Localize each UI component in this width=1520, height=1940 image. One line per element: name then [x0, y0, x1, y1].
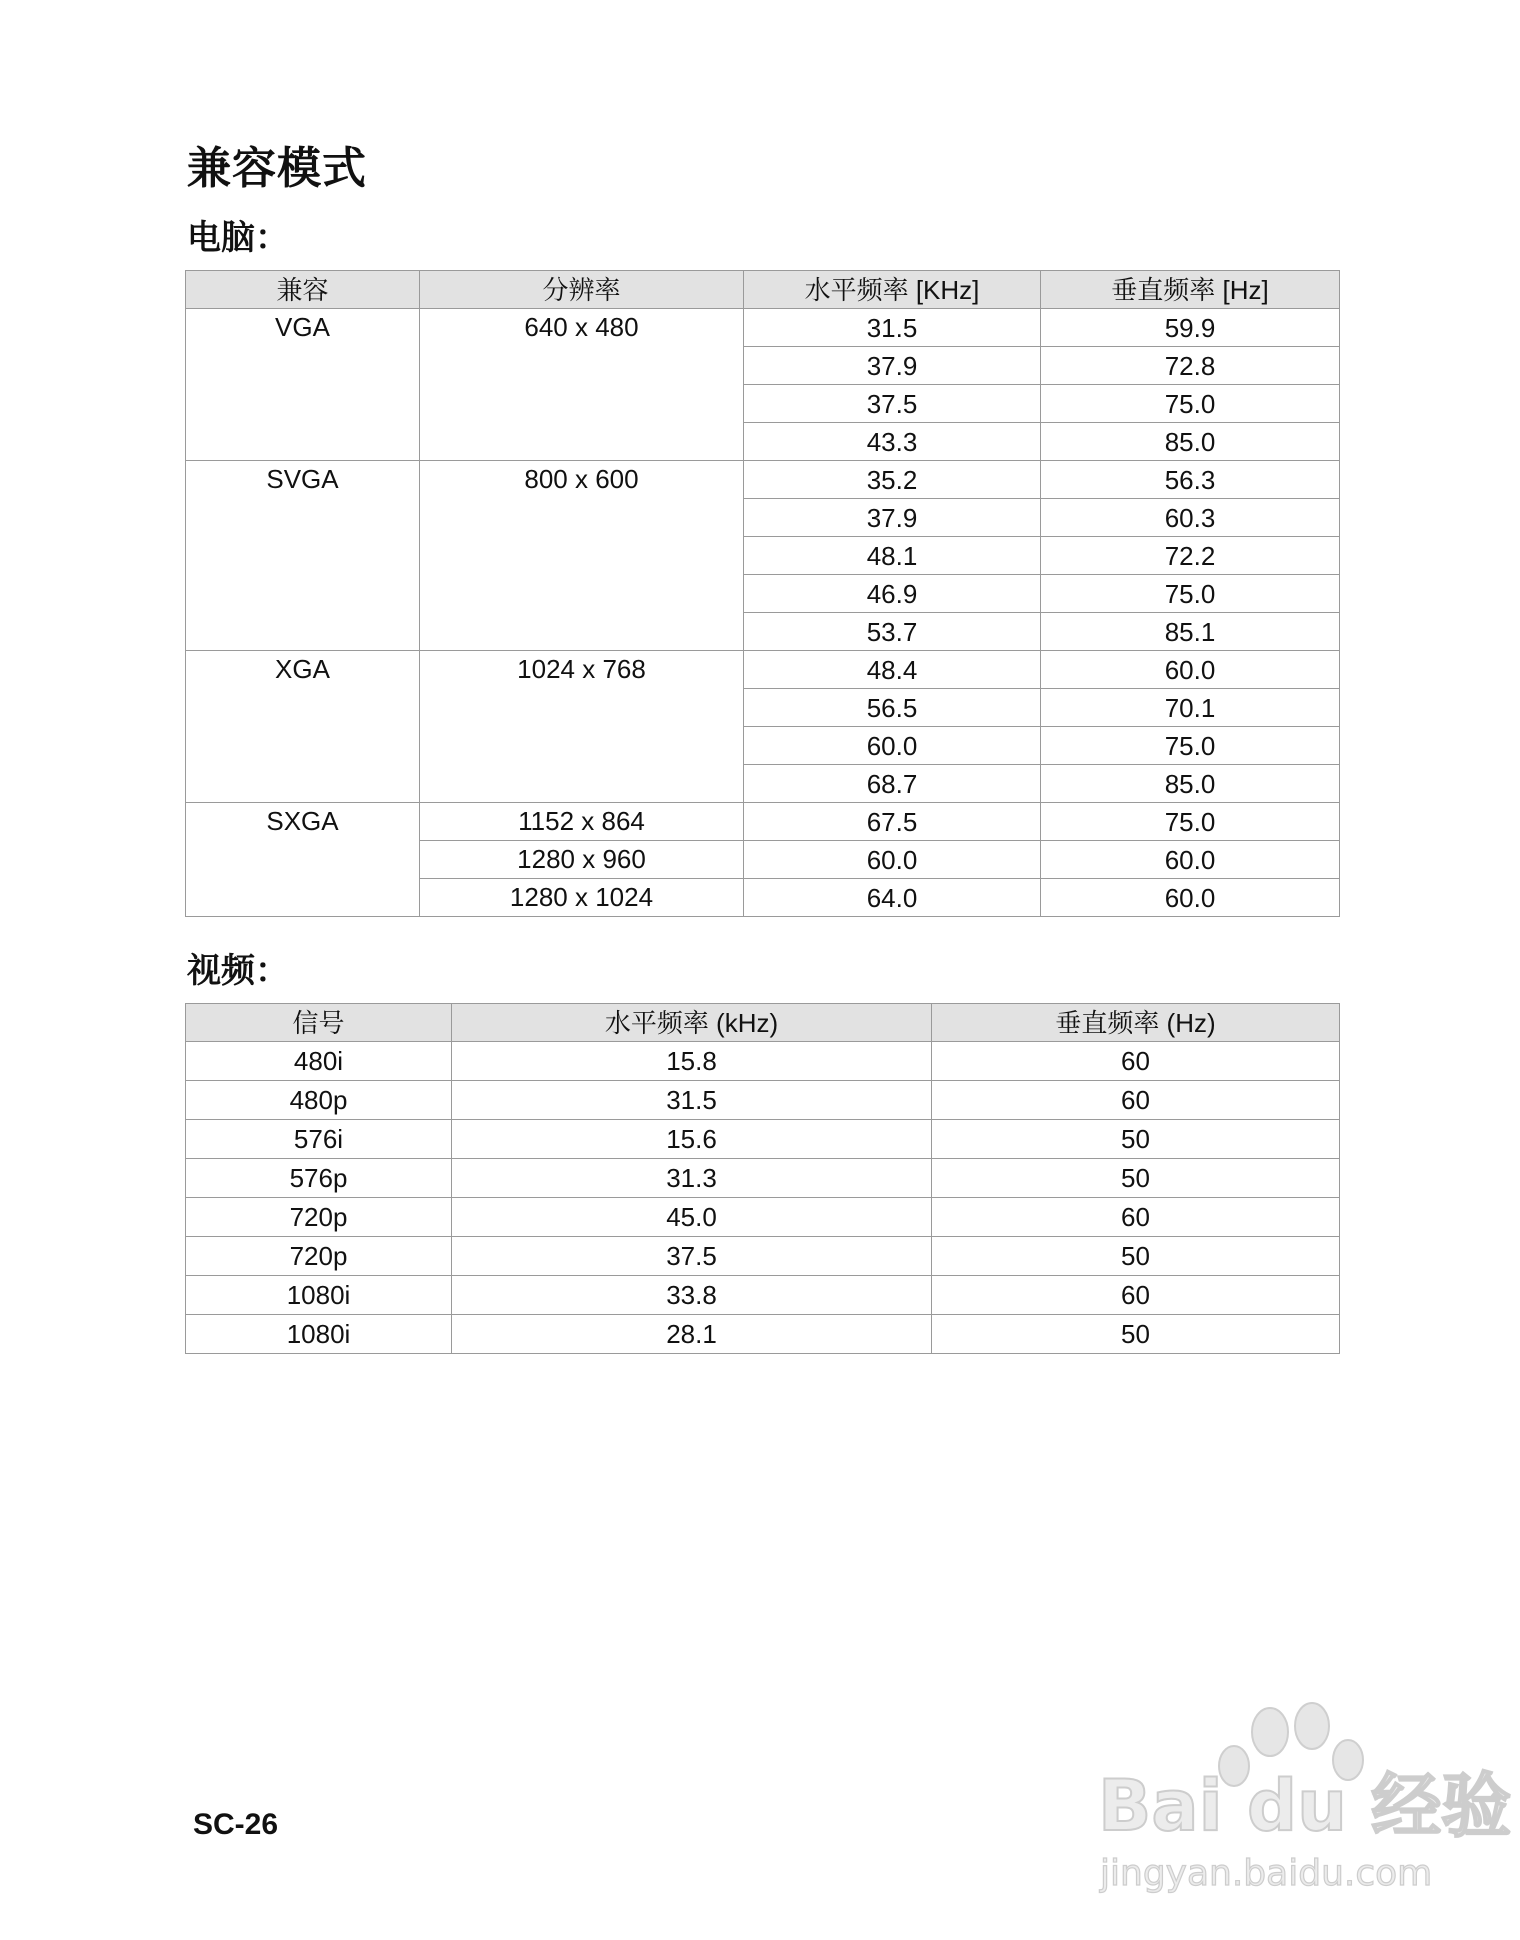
- vertical-frequency-cell: 60.0: [1041, 841, 1340, 879]
- column-header-vertical-frequency: 垂直频率 [Hz]: [1041, 271, 1340, 309]
- signal-cell: 1080i: [186, 1276, 452, 1315]
- vertical-frequency-cell: 60: [932, 1081, 1340, 1120]
- signal-cell: 720p: [186, 1237, 452, 1276]
- vertical-frequency-cell: 60.0: [1041, 879, 1340, 917]
- vertical-frequency-cell: 60: [932, 1198, 1340, 1237]
- vertical-frequency-cell: 75.0: [1041, 803, 1340, 841]
- vertical-frequency-cell: 85.0: [1041, 423, 1340, 461]
- page-number: SC-26: [193, 1808, 279, 1841]
- vertical-frequency-cell: 60.0: [1041, 651, 1340, 689]
- baidu-jingyan-watermark: [1080, 1700, 1512, 1900]
- table-row: [186, 1237, 1340, 1276]
- table-header-row: [186, 271, 1340, 309]
- horizontal-frequency-cell: 60.0: [744, 841, 1041, 879]
- table-header-row: [186, 1004, 1340, 1042]
- page-title: 兼容模式: [187, 143, 367, 194]
- table-row: [186, 461, 1340, 499]
- table-row: [186, 1198, 1340, 1237]
- horizontal-frequency-cell: 60.0: [744, 727, 1041, 765]
- horizontal-frequency-cell: 15.6: [452, 1120, 932, 1159]
- table-row: [186, 1315, 1340, 1354]
- column-header-horizontal-frequency: 水平频率 (kHz): [452, 1004, 932, 1042]
- column-header-resolution: 分辨率: [420, 271, 744, 309]
- vertical-frequency-cell: 50: [932, 1315, 1340, 1354]
- signal-cell: 720p: [186, 1198, 452, 1237]
- horizontal-frequency-cell: 31.5: [452, 1081, 932, 1120]
- vertical-frequency-cell: 75.0: [1041, 385, 1340, 423]
- horizontal-frequency-cell: 46.9: [744, 575, 1041, 613]
- horizontal-frequency-cell: 45.0: [452, 1198, 932, 1237]
- table-row: [186, 651, 1340, 689]
- table-row: [186, 1081, 1340, 1120]
- horizontal-frequency-cell: 64.0: [744, 879, 1041, 917]
- resolution-cell: 800 x 600: [420, 461, 744, 651]
- resolution-cell: 1280 x 960: [420, 841, 744, 879]
- horizontal-frequency-cell: 28.1: [452, 1315, 932, 1354]
- horizontal-frequency-cell: 48.1: [744, 537, 1041, 575]
- table-row: [186, 803, 1340, 841]
- vertical-frequency-cell: 60: [932, 1042, 1340, 1081]
- horizontal-frequency-cell: 37.5: [744, 385, 1041, 423]
- horizontal-frequency-cell: 68.7: [744, 765, 1041, 803]
- vertical-frequency-cell: 60.3: [1041, 499, 1340, 537]
- horizontal-frequency-cell: 37.9: [744, 499, 1041, 537]
- computer-section-heading: 电脑：: [187, 218, 289, 258]
- horizontal-frequency-cell: 48.4: [744, 651, 1041, 689]
- mode-cell: VGA: [186, 309, 420, 461]
- signal-cell: 1080i: [186, 1315, 452, 1354]
- vertical-frequency-cell: 72.2: [1041, 537, 1340, 575]
- vertical-frequency-cell: 59.9: [1041, 309, 1340, 347]
- mode-cell: SXGA: [186, 803, 420, 917]
- horizontal-frequency-cell: 31.3: [452, 1159, 932, 1198]
- resolution-cell: 1280 x 1024: [420, 879, 744, 917]
- column-header-vertical-frequency: 垂直频率 (Hz): [932, 1004, 1340, 1042]
- vertical-frequency-cell: 75.0: [1041, 727, 1340, 765]
- vertical-frequency-cell: 50: [932, 1120, 1340, 1159]
- video-signal-table: [185, 1003, 1340, 1354]
- table-row: [186, 1042, 1340, 1081]
- watermark-url-text: jingyan.baidu.com: [1100, 1853, 1433, 1894]
- table-row: [186, 1120, 1340, 1159]
- column-header-signal: 信号: [186, 1004, 452, 1042]
- signal-cell: 480i: [186, 1042, 452, 1081]
- resolution-cell: 1152 x 864: [420, 803, 744, 841]
- table-row: [186, 1276, 1340, 1315]
- video-section-heading: 视频：: [187, 951, 289, 991]
- computer-compatibility-table: [185, 270, 1340, 917]
- horizontal-frequency-cell: 56.5: [744, 689, 1041, 727]
- horizontal-frequency-cell: 67.5: [744, 803, 1041, 841]
- vertical-frequency-cell: 70.1: [1041, 689, 1340, 727]
- mode-cell: XGA: [186, 651, 420, 803]
- horizontal-frequency-cell: 33.8: [452, 1276, 932, 1315]
- vertical-frequency-cell: 72.8: [1041, 347, 1340, 385]
- horizontal-frequency-cell: 31.5: [744, 309, 1041, 347]
- table-row: [186, 309, 1340, 347]
- vertical-frequency-cell: 60: [932, 1276, 1340, 1315]
- column-header-mode: 兼容: [186, 271, 420, 309]
- vertical-frequency-cell: 50: [932, 1159, 1340, 1198]
- horizontal-frequency-cell: 37.5: [452, 1237, 932, 1276]
- horizontal-frequency-cell: 37.9: [744, 347, 1041, 385]
- mode-cell: SVGA: [186, 461, 420, 651]
- signal-cell: 576p: [186, 1159, 452, 1198]
- horizontal-frequency-cell: 15.8: [452, 1042, 932, 1081]
- horizontal-frequency-cell: 43.3: [744, 423, 1041, 461]
- table-row: [186, 1159, 1340, 1198]
- signal-cell: 480p: [186, 1081, 452, 1120]
- horizontal-frequency-cell: 35.2: [744, 461, 1041, 499]
- resolution-cell: 640 x 480: [420, 309, 744, 461]
- horizontal-frequency-cell: 53.7: [744, 613, 1041, 651]
- vertical-frequency-cell: 85.0: [1041, 765, 1340, 803]
- vertical-frequency-cell: 56.3: [1041, 461, 1340, 499]
- resolution-cell: 1024 x 768: [420, 651, 744, 803]
- signal-cell: 576i: [186, 1120, 452, 1159]
- column-header-horizontal-frequency: 水平频率 [KHz]: [744, 271, 1041, 309]
- vertical-frequency-cell: 75.0: [1041, 575, 1340, 613]
- vertical-frequency-cell: 50: [932, 1237, 1340, 1276]
- vertical-frequency-cell: 85.1: [1041, 613, 1340, 651]
- watermark-brand-text: Bai du 经验: [1098, 1765, 1512, 1847]
